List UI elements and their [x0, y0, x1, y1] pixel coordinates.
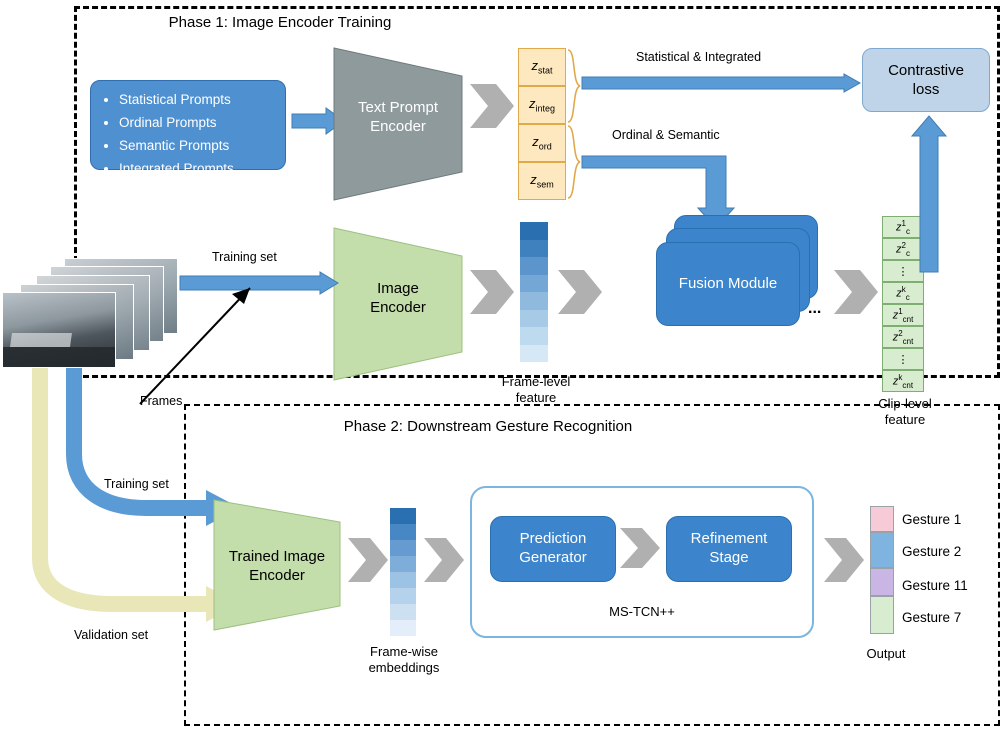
arrow-encoder-to-frame-feature — [470, 270, 514, 314]
gesture-label-2: Gesture 2 — [902, 544, 962, 559]
token-z-stat — [518, 48, 566, 86]
frame-1-dark-band — [3, 347, 115, 367]
label-training-set-phase2: Training set — [104, 477, 169, 491]
label-training-set-phase1: Training set — [212, 250, 277, 264]
gesture-label-11: Gesture 11 — [902, 578, 968, 593]
output-color-bar — [870, 506, 894, 634]
prompt-item-semantic: • Semantic Prompts — [119, 135, 275, 158]
contrastive-loss-line1: Contrastive — [888, 61, 964, 79]
frame-wise-embeddings-line2: embeddings — [368, 659, 440, 675]
token-z-stat-label: $z_{stat}$ — [531, 58, 553, 76]
contrastive-loss-line2: loss — [912, 81, 940, 98]
image-encoder-line2: Encoder — [370, 298, 426, 316]
brace-top-group — [566, 48, 582, 124]
frame-1 — [2, 292, 116, 368]
prompt-item-ordinal: • Ordinal Prompts — [119, 112, 275, 135]
fusion-module-label: Fusion Module — [678, 274, 778, 292]
arrow-mstcn-to-output — [824, 538, 864, 582]
output-swatch-gesture-1 — [870, 506, 894, 532]
ms-tcn-label: MS-TCN++ — [609, 604, 675, 619]
frame-level-feature-line1: Frame-level — [501, 374, 571, 389]
phase1-title: Phase 1: Image Encoder Training — [168, 14, 392, 31]
trained-image-encoder-line2: Encoder — [249, 566, 305, 584]
refinement-stage-line2: Stage — [709, 549, 749, 566]
contrastive-loss-box — [862, 48, 990, 112]
arrow-validation-set — [26, 368, 242, 612]
fusion-module-ellipsis: ... — [808, 300, 822, 317]
frame-wise-embeddings-bar — [390, 508, 416, 636]
prediction-generator-line2: Generator — [519, 549, 587, 566]
frame-level-feature-bar — [520, 222, 548, 362]
arrow-statistical-integrated — [582, 74, 862, 94]
frame-wise-embeddings-line1: Frame-wise — [370, 644, 438, 659]
gesture-label-1: Gesture 1 — [902, 512, 962, 527]
label-frames: Frames — [140, 394, 183, 408]
label-statistical-integrated: Statistical & Integrated — [636, 50, 762, 64]
label-ordinal-semantic: Ordinal & Semantic — [612, 128, 720, 142]
arrow-clip-to-contrastive-loss — [908, 112, 956, 272]
prompt-list-box — [90, 80, 286, 176]
clip-level-feature-line2: feature — [884, 411, 926, 427]
label-validation-set: Validation set — [74, 628, 149, 642]
output-label: Output — [866, 646, 906, 661]
text-prompt-encoder-line2: Encoder — [370, 117, 426, 135]
clip-token-zc2: $z^2_c$ — [882, 238, 924, 260]
arrow-trained-encoder-to-embeddings — [348, 538, 388, 582]
token-z-integ — [518, 86, 566, 124]
frame-level-feature-label — [486, 374, 586, 405]
token-z-ord-label: $z_{ord}$ — [532, 134, 552, 152]
token-z-integ-label: $z_{integ}$ — [528, 96, 556, 114]
arrow-text-encoder-to-tokens — [470, 84, 514, 128]
trained-image-encoder-line1: Trained Image — [228, 548, 326, 565]
clip-token-zck: $z^k_c$ — [882, 282, 924, 304]
frame-level-feature-line2: feature — [515, 389, 557, 405]
clip-token-dots-1: ⋮ — [882, 260, 924, 282]
refinement-stage-box — [666, 516, 792, 582]
frame-wise-embeddings-label — [352, 644, 456, 675]
clip-token-zcnt2: $z^2_{cnt}$ — [882, 326, 924, 348]
text-prompt-encoder-line1: Text Prompt — [357, 99, 439, 116]
prediction-generator-box — [490, 516, 616, 582]
fusion-module-box — [656, 242, 800, 326]
token-z-sem — [518, 162, 566, 200]
brace-bottom-group — [566, 124, 582, 200]
image-encoder-line1: Image — [377, 280, 419, 297]
gesture-label-7: Gesture 7 — [902, 610, 962, 625]
output-swatch-gesture-11 — [870, 568, 894, 596]
clip-level-feature-line1: Clip-level — [878, 396, 932, 411]
arrow-embeddings-to-mstcn — [424, 538, 464, 582]
image-encoder-label — [336, 280, 460, 318]
text-prompt-encoder-label — [336, 99, 460, 137]
token-z-sem-label: $z_{sem}$ — [530, 172, 554, 190]
token-z-ord — [518, 124, 566, 162]
frame-1-highlight — [10, 333, 72, 347]
clip-token-dots-2: ⋮ — [882, 348, 924, 370]
arrow-fusion-to-clip-feature — [834, 270, 878, 314]
refinement-stage-line1: Refinement — [690, 530, 768, 548]
prediction-generator-line1: Prediction — [519, 530, 587, 548]
clip-token-zcntk: $z^k_{cnt}$ — [882, 370, 924, 392]
prompt-item-statistical: • Statistical Prompts — [119, 89, 275, 112]
prompt-item-integrated: • Integrated Prompts — [119, 158, 275, 181]
clip-token-zc1: $z^1_c$ — [882, 216, 924, 238]
trained-image-encoder-label — [214, 548, 340, 586]
arrow-prediction-to-refinement — [620, 528, 660, 568]
phase2-title: Phase 2: Downstream Gesture Recognition — [343, 418, 633, 435]
clip-token-zcnt1: $z^1_{cnt}$ — [882, 304, 924, 326]
output-swatch-gesture-2 — [870, 532, 894, 568]
arrow-frame-feature-to-fusion — [558, 270, 602, 314]
output-swatch-gesture-7 — [870, 596, 894, 634]
